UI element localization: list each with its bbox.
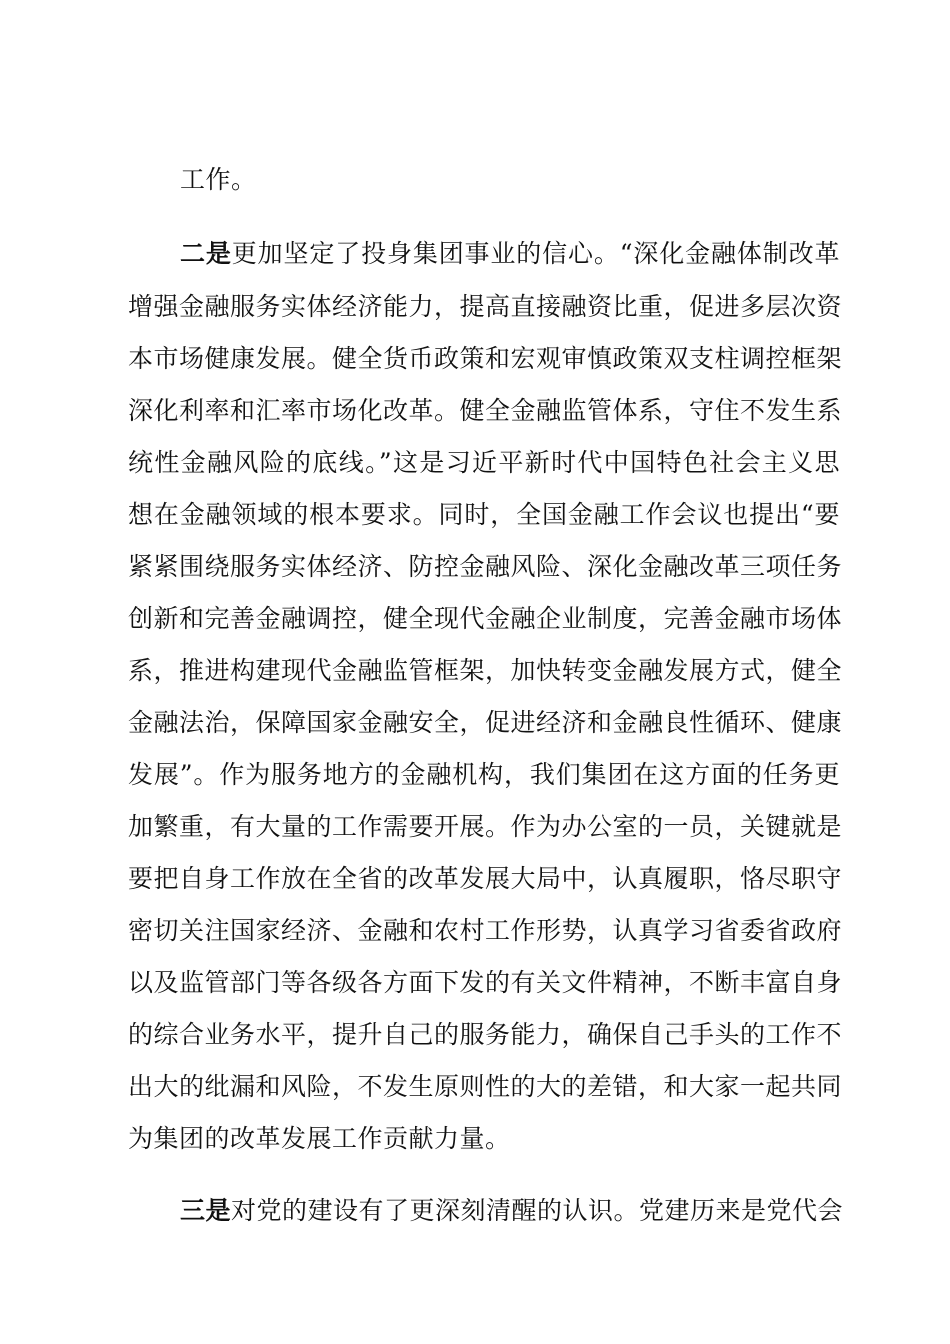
paragraph-line: 深化利率和汇率市场化改革。健全金融监管体系，守住不发生系: [128, 396, 843, 425]
paragraph-line: 本市场健康发展。健全货币政策和宏观审慎政策双支柱调控框架: [128, 344, 843, 373]
paragraph-line: 密切关注国家经济、金融和农村工作形势，认真学习省委省政府: [128, 916, 843, 945]
paragraph-line: 加繁重，有大量的工作需要开展。作为办公室的一员，关键就是: [128, 812, 843, 841]
paragraph-text: 对党的建设有了更深刻清醒的认识。党建历来是党代会: [231, 1196, 844, 1225]
paragraph-line: 想在金融领域的根本要求。同时，全国金融工作会议也提出“要: [128, 500, 840, 529]
paragraph-line: 要把自身工作放在全省的改革发展大局中，认真履职，恪尽职守: [128, 864, 843, 893]
paragraph-line: 系，推进构建现代金融监管框架，加快转变金融发展方式，健全: [128, 656, 843, 685]
paragraph-first-line: [180, 234, 840, 274]
text-line: 工作。: [180, 165, 257, 194]
paragraph-line: [180, 160, 840, 200]
paragraph-lead: 三是: [180, 1196, 232, 1225]
paragraph-line: 的综合业务水平，提升自己的服务能力，确保自己手头的工作不: [128, 1020, 843, 1049]
paragraph-line: 以及监管部门等各级各方面下发的有关文件精神，不断丰富自身: [128, 968, 843, 997]
paragraph-last-line: 为集团的改革发展工作贡献力量。: [128, 1124, 511, 1153]
paragraph-line: 发展”。作为服务地方的金融机构，我们集团在这方面的任务更: [128, 760, 840, 789]
paragraph-line: 创新和完善金融调控，健全现代金融企业制度，完善金融市场体: [128, 604, 843, 633]
paragraph-line: 金融法治，保障国家金融安全，促进经济和金融良性循环、健康: [128, 708, 843, 737]
paragraph-line: 统性金融风险的底线。”这是习近平新时代中国特色社会主义思: [128, 448, 840, 477]
paragraph-first-line: [180, 1191, 844, 1231]
paragraph-line: 紧紧围绕服务实体经济、防控金融风险、深化金融改革三项任务: [128, 552, 843, 581]
paragraph-line: 出大的纰漏和风险，不发生原则性的大的差错，和大家一起共同: [128, 1072, 843, 1101]
paragraph-line: 增强金融服务实体经济能力，提高直接融资比重，促进多层次资: [128, 292, 843, 321]
paragraph-text: 更加坚定了投身集团事业的信心。“深化金融体制改革: [231, 239, 840, 268]
paragraph-lead: 二是: [180, 239, 232, 268]
